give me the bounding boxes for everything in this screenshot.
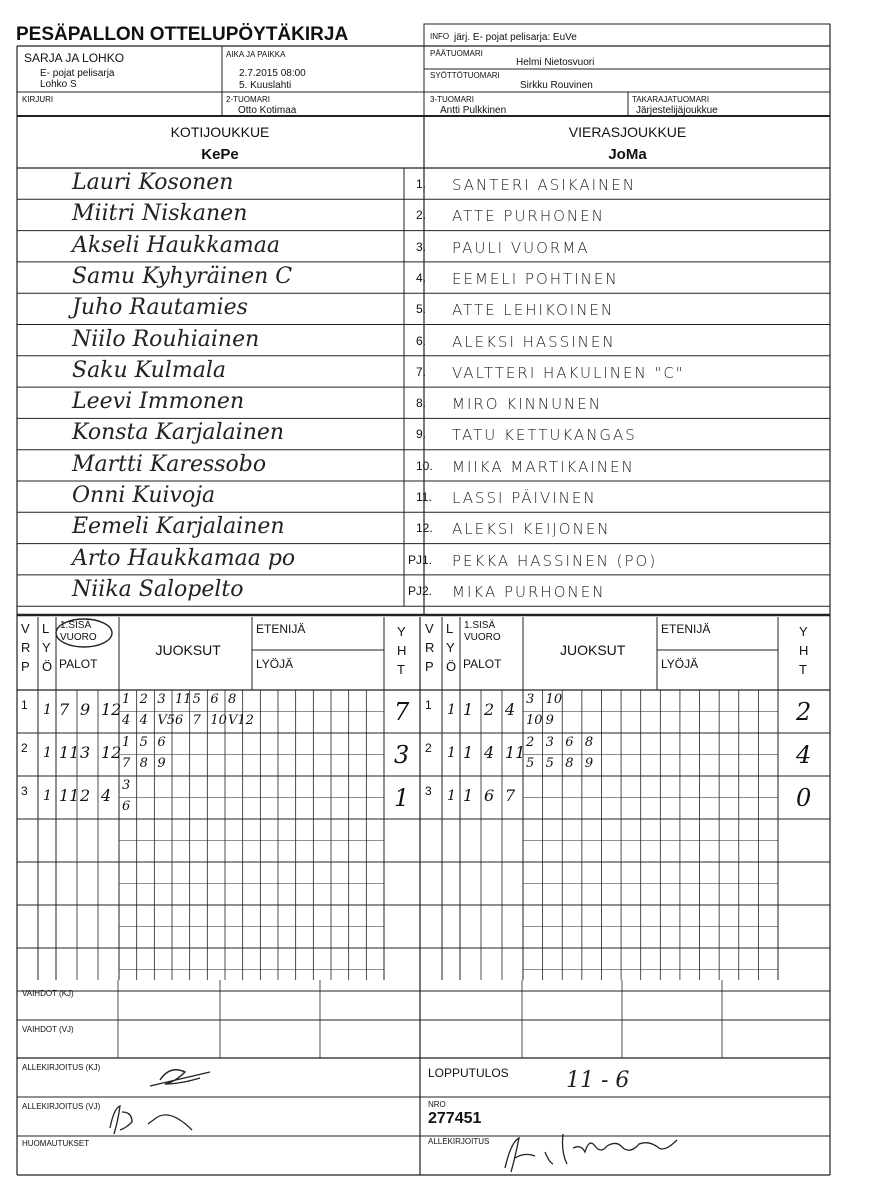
away-team-name: JoMa — [608, 146, 647, 163]
away-period-total: 4 — [796, 741, 812, 769]
away-player-name: PAULI VUORMA — [452, 238, 590, 257]
home-run-top: 6 — [210, 692, 219, 707]
roster-number: 5. — [416, 302, 427, 317]
home-period-number: 2 — [21, 741, 28, 755]
vrp-header-letter: P — [21, 659, 30, 674]
home-run-bottom: 8 — [139, 756, 148, 771]
home-palot-value: 2 — [80, 786, 91, 805]
away-period-total: 2 — [796, 698, 812, 726]
lyoja-header: LYÖJÄ — [661, 657, 699, 671]
home-period-number: 3 — [21, 784, 28, 798]
away-player-name: PEKKA HASSINEN (PO) — [452, 551, 658, 570]
home-player-name: Juho Rautamies — [72, 295, 248, 321]
series-value-2: Lohko S — [40, 79, 77, 90]
home-palot-value: 3 — [80, 743, 91, 762]
away-batting-order: 1 — [447, 702, 456, 718]
home-run-top: 2 — [139, 692, 148, 707]
yht-header-letter: T — [397, 662, 405, 677]
home-period-total: 3 — [394, 741, 410, 769]
lyo-header-letter: L — [446, 621, 454, 636]
away-palot-value: 1 — [463, 700, 474, 719]
home-period-number: 1 — [21, 698, 28, 712]
home-palot-value: 4 — [101, 786, 112, 805]
umpire2-value: Otto Kotimaa — [238, 105, 297, 116]
home-player-name: Arto Haukkamaa po — [72, 545, 296, 571]
away-run-top: 8 — [584, 735, 594, 750]
roster-number: 9. — [416, 427, 427, 442]
subs-home-label: VAIHDOT (KJ) — [22, 989, 74, 998]
home-batting-order: 1 — [43, 745, 52, 761]
lyo-header-letter: Ö — [42, 659, 53, 674]
away-run-top: 10 — [545, 692, 563, 707]
roster-number: PJ2. — [408, 583, 433, 598]
home-player-name: Miitri Niskanen — [72, 201, 248, 227]
yht-header-letter: H — [799, 643, 809, 658]
roster-number: 11. — [416, 490, 432, 504]
vrp-header-letter: V — [425, 621, 434, 636]
away-player-name: MIRO KINNUNEN — [452, 395, 602, 414]
home-player-name: Niika Salopelto — [72, 576, 244, 602]
away-player-name: MIIKA MARTIKAINEN — [452, 457, 635, 476]
info-value: järj. E- pojat pelisarja: EuVe — [454, 32, 577, 43]
chief-umpire-value: Helmi Nietosvuori — [516, 57, 595, 68]
info-label: INFO — [430, 32, 450, 41]
first-inning-label: 1.SISÄ VUORO — [60, 620, 97, 643]
home-period-total: 7 — [394, 698, 410, 726]
away-player-name: SANTERI ASIKAINEN — [452, 176, 636, 194]
home-player-name: Saku Kulmala — [72, 357, 226, 383]
home-player-name: Niilo Rouhiainen — [72, 326, 260, 352]
roster-number: 1. — [416, 177, 427, 191]
etenija-header: ETENIJÄ — [256, 622, 306, 636]
sign-home-label: ALLEKIRJOITUS (KJ) — [22, 1063, 101, 1072]
home-run-top: 3 — [157, 692, 166, 707]
away-palot-value: 4 — [505, 700, 516, 719]
juoksut-header: JUOKSUT — [560, 642, 626, 658]
pitch-umpire-label: SYÖTTÖTUOMARI — [430, 71, 500, 80]
away-player-name: VALTTERI HAKULINEN "C" — [452, 363, 685, 382]
away-palot-value: 6 — [484, 786, 495, 805]
yht-header-letter: H — [397, 643, 407, 658]
away-palot-value: 4 — [484, 743, 495, 762]
away-player-name: LASSI PÄIVINEN — [452, 489, 597, 507]
home-player-name: Martti Karessobo — [72, 451, 267, 477]
vrp-header-letter: P — [425, 659, 434, 674]
lyoja-header: LYÖJÄ — [256, 657, 294, 671]
home-player-name: Leevi Immonen — [72, 389, 245, 415]
home-run-bottom: 6 — [122, 799, 131, 814]
home-run-bottom: 4 — [122, 713, 131, 728]
home-team-label: KOTIJOUKKUE — [170, 124, 270, 140]
away-palot-value: 7 — [505, 786, 516, 805]
umpire3-label: 3-TUOMARI — [430, 95, 474, 104]
first-inning-label: 1.SISÄ VUORO — [464, 620, 501, 643]
home-period-total: 1 — [394, 784, 410, 812]
roster-number: 12. — [416, 521, 433, 536]
away-run-top: 6 — [565, 735, 574, 750]
home-run-bottom: 9 — [157, 756, 166, 771]
home-run-top: 1 — [122, 692, 131, 707]
home-team-name: KePe — [201, 146, 239, 163]
home-player-name: Samu Kyhyräinen C — [72, 263, 293, 289]
lyo-header-letter: Ö — [446, 659, 457, 674]
home-run-top: 5 — [139, 735, 148, 750]
final-score-value: 11 - 6 — [566, 1068, 630, 1093]
home-batting-order: 1 — [43, 702, 52, 718]
palot-header: PALOT — [59, 657, 98, 671]
away-run-bottom: 8 — [565, 756, 574, 771]
home-palot-value: 12 — [101, 700, 122, 719]
away-player-name: ALEKSI HASSINEN — [452, 332, 616, 351]
roster-number: PJ1. — [408, 552, 433, 567]
nro-label: NRO — [428, 1100, 446, 1109]
vrp-header-letter: V — [21, 621, 30, 636]
back-umpire-label: TAKARAJATUOMARI — [632, 95, 710, 104]
back-umpire-value: Järjestelijäjoukkue — [636, 105, 718, 116]
home-run-top: 3 — [122, 778, 131, 793]
home-player-name: Eemeli Karjalainen — [72, 514, 285, 540]
away-batting-order: 1 — [447, 745, 456, 761]
home-run-bottom: 7 — [192, 713, 201, 728]
form-title: PESÄPALLON OTTELUPÖYTÄKIRJA — [16, 24, 349, 45]
scorer-label: KIRJURI — [22, 95, 54, 104]
away-player-name: ALEKSI KEIJONEN — [452, 520, 611, 539]
roster-number: 8. — [416, 396, 427, 411]
time-value: 2.7.2015 08:00 — [239, 68, 306, 79]
palot-header: PALOT — [463, 657, 502, 671]
away-run-bottom: 9 — [584, 756, 594, 771]
place-value: 5. Kuuslahti — [239, 80, 292, 91]
away-player-name: ATTE LEHIKOINEN — [452, 301, 615, 320]
sign-away-label: ALLEKIRJOITUS (VJ) — [22, 1102, 101, 1111]
home-palot-value: 7 — [59, 700, 70, 719]
umpire2-label: 2-TUOMARI — [226, 95, 270, 104]
home-run-top: 1 — [122, 735, 131, 750]
lyo-header-letter: Y — [42, 640, 51, 655]
away-run-bottom: 10 — [526, 713, 543, 728]
home-run-top: 8 — [228, 692, 237, 707]
lyo-header-letter: Y — [446, 640, 455, 655]
final-score-label: LOPPUTULOS — [428, 1066, 509, 1080]
home-palot-value: 11 — [59, 743, 80, 762]
roster-number: 6. — [416, 333, 427, 348]
home-run-bottom: 10 — [210, 713, 227, 728]
juoksut-header: JUOKSUT — [155, 642, 221, 658]
away-run-bottom: 9 — [545, 713, 554, 728]
roster-number: 3. — [416, 239, 427, 254]
etenija-header: ETENIJÄ — [661, 622, 711, 636]
vrp-header-letter: R — [425, 640, 435, 655]
away-player-name: ATTE PURHONEN — [452, 207, 605, 226]
away-batting-order: 1 — [447, 788, 456, 804]
vrp-header-letter: R — [21, 640, 31, 655]
umpire3-value: Antti Pulkkinen — [440, 105, 507, 116]
series-value-1: E- pojat pelisarja — [40, 68, 115, 79]
away-run-top: 3 — [526, 692, 535, 707]
away-player-name: EEMELI POHTINEN — [452, 269, 619, 288]
away-period-number: 1 — [425, 698, 432, 712]
home-batting-order: 1 — [43, 788, 52, 804]
home-palot-value: 11 — [59, 786, 80, 805]
roster-number: 10. — [416, 458, 433, 473]
home-run-bottom: V5 — [157, 713, 175, 728]
away-palot-value: 1 — [463, 743, 474, 762]
yht-header-letter: Y — [397, 624, 406, 639]
series-label: SARJA JA LOHKO — [24, 51, 125, 65]
remarks-label: HUOMAUTUKSET — [22, 1139, 90, 1148]
away-player-name: TATU KETTUKANGAS — [452, 426, 637, 445]
signature-label: ALLEKIRJOITUS — [428, 1137, 490, 1146]
away-palot-value: 11 — [505, 743, 526, 762]
away-run-top: 3 — [545, 735, 554, 750]
home-player-name: Lauri Kosonen — [72, 170, 234, 195]
away-period-number: 2 — [425, 741, 432, 755]
home-run-top: 6 — [157, 735, 166, 750]
home-run-bottom: 6 — [175, 713, 184, 728]
pitch-umpire-value: Sirkku Rouvinen — [520, 80, 593, 91]
home-run-bottom: 4 — [139, 713, 148, 728]
subs-away-label: VAIHDOT (VJ) — [22, 1025, 74, 1034]
yht-header-letter: Y — [799, 624, 808, 639]
home-player-name: Onni Kuivoja — [72, 483, 216, 508]
home-run-top: 5 — [192, 692, 201, 707]
away-run-bottom: 5 — [526, 756, 535, 771]
home-run-bottom: V12 — [228, 713, 254, 728]
home-player-name: Konsta Karjalainen — [72, 420, 285, 446]
away-period-total: 0 — [796, 784, 812, 812]
away-period-number: 3 — [425, 784, 432, 798]
away-team-label: VIERASJOUKKUE — [568, 124, 687, 140]
home-player-name: Akseli Haukkamaa — [72, 232, 280, 258]
nro-value: 277451 — [428, 1110, 482, 1127]
yht-header-letter: T — [799, 662, 807, 677]
chief-umpire-label: PÄÄTUOMARI — [430, 49, 483, 58]
away-palot-value: 2 — [484, 700, 495, 719]
home-palot-value: 9 — [80, 700, 91, 719]
home-run-top: 11 — [175, 692, 192, 707]
roster-number: 4. — [416, 270, 427, 285]
roster-number: 2. — [416, 208, 427, 223]
time-place-label: AIKA JA PAIKKA — [226, 50, 286, 59]
roster-number: 7. — [416, 364, 427, 379]
away-palot-value: 1 — [463, 786, 474, 805]
lyo-header-letter: L — [42, 621, 50, 636]
home-run-bottom: 7 — [122, 756, 131, 771]
home-palot-value: 12 — [101, 743, 122, 762]
away-player-name: MIKA PURHONEN — [452, 582, 606, 601]
away-run-top: 2 — [526, 735, 535, 750]
away-run-bottom: 5 — [545, 756, 554, 771]
